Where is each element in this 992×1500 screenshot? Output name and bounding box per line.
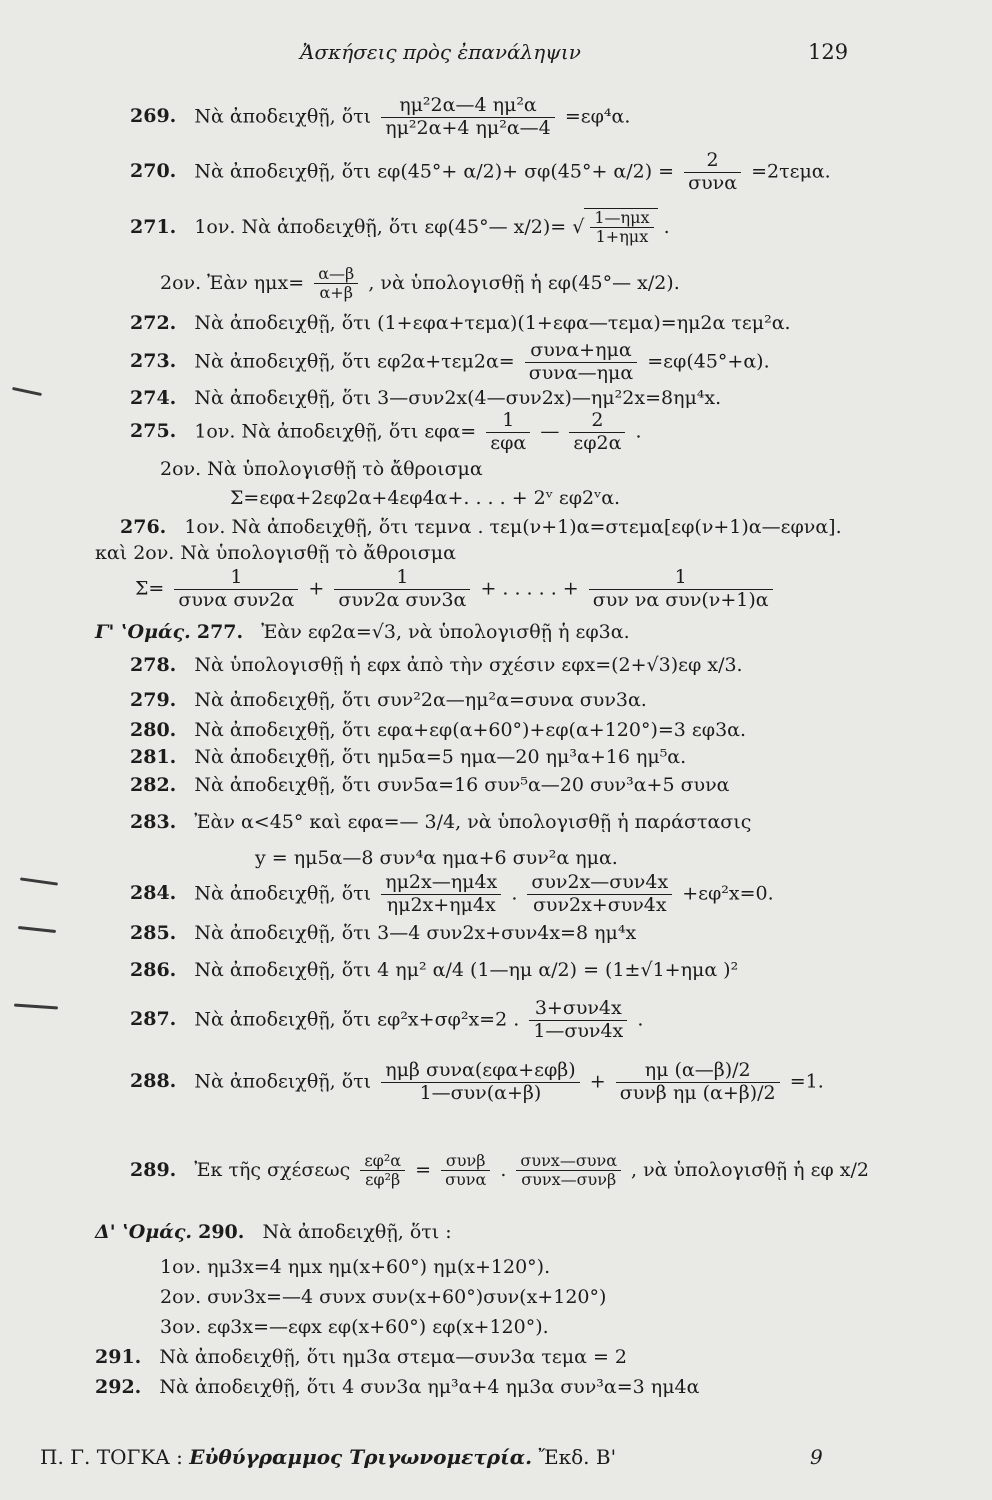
exercise-text: Ἐὰν α<45° καὶ εφα=— 3/4, νὰ ὑπολογισθῇ ἡ παράστασις <box>194 811 752 833</box>
fraction <box>616 1060 780 1105</box>
numerator: 2 <box>569 410 625 433</box>
exercise-number: 275. <box>130 420 177 443</box>
exercise-number: 270. <box>130 160 177 183</box>
exercise-number: 278. <box>130 654 177 676</box>
numerator: εφ²α <box>360 1152 405 1171</box>
numerator: ημ (α—β)/2 <box>616 1060 780 1083</box>
exercise-283-expression <box>255 848 618 869</box>
exercise-number: 292. <box>95 1376 142 1398</box>
exercise-text: Νὰ ἀποδειχθῇ, ὅτι 3—4 συν2x+συν4x=8 ημ⁴x <box>194 922 637 944</box>
exercise-text: Νὰ ἀποδειχθῇ, ὅτι ημ3α στεμα—συν3α τεμα = 2 <box>159 1346 628 1368</box>
exercise-lead: Νὰ ἀποδειχθῇ, ὅτι <box>194 105 372 128</box>
exercise-280 <box>130 720 746 741</box>
exercise-number: 288. <box>130 1070 177 1093</box>
denominator: 1+ημx <box>595 227 649 247</box>
footer-edition: Ἔκδ. Β' <box>538 1445 617 1469</box>
numerator: συνx—συνα <box>516 1152 621 1171</box>
numerator: 1 <box>486 410 530 433</box>
numerator: συνβ <box>441 1152 490 1171</box>
exercise-rest: , νὰ ὑπολογισθῇ ἡ εφ x/2 <box>631 1158 869 1181</box>
exercise-276-part2 <box>95 543 456 564</box>
numerator: ημ²2α—4 ημ²α <box>381 95 555 118</box>
exercise-number: 289. <box>130 1158 177 1181</box>
exercise-276 <box>120 517 842 538</box>
denominator: συνα συν2α <box>178 588 295 611</box>
denominator: συνα <box>445 1170 487 1190</box>
exercise-text: 1ον. ημ3x=4 ημx ημ(x+60°) ημ(x+120°). <box>160 1256 551 1278</box>
fraction <box>381 872 501 917</box>
exercise-288: 288. Νὰ ἀποδειχθῇ, ὅτι $\frac{\text{ημβ συνα(εφα+εφβ)}}{\text{1—συν(α+β)}}$ + $\frac{\eta\mu (\alpha—\beta)/2}{\text{συνβ ημ (α+β)/2}}$ =1. <box>130 1059 824 1104</box>
fraction <box>527 872 672 917</box>
exercise-text: Νὰ ἀποδειχθῇ, ὅτι : <box>262 1221 452 1243</box>
exercise-rhs: =εφ⁴α. <box>564 105 631 128</box>
exercise-number: 273. <box>130 350 177 373</box>
denominator: συνα—ημα <box>528 361 634 384</box>
denominator: εφα <box>490 431 527 454</box>
fraction <box>334 567 470 612</box>
exercise-273 <box>130 340 770 385</box>
exercise-rest: +εφ²x=0. <box>682 882 774 905</box>
exercise-289: 289. Ἐκ τῆς σχέσεως $\frac{\text{εφ²α}}{\text{εφ²β}}$ = $\frac{\text{συνβ}}{\text{συνα}}$ . $\frac{\text{συνx—συνα}}{\text{συνx—συνβ}}$ , νὰ ὑπολογισθῇ ἡ εφ x/2 <box>130 1151 869 1190</box>
page-number: 129 <box>808 40 849 64</box>
exercise-287: 287. Νὰ ἀποδειχθῇ, ὅτι εφ²x+σφ²x=2 . $\frac{\text{3+συν4x}}{\text{1—συν4x}}$ . <box>130 997 644 1042</box>
exercise-text: 2ον. συν3x=—4 συνx συν(x+60°)συν(x+120°) <box>160 1286 607 1308</box>
fraction <box>589 567 773 612</box>
fraction <box>525 340 637 385</box>
exercise-rest: =2τεμα. <box>751 160 831 183</box>
exercise-number: 290. <box>198 1221 245 1243</box>
exercise-290-part3 <box>160 1317 549 1338</box>
exercise-290-part2 <box>160 1287 606 1308</box>
denominator: συνα <box>688 171 738 194</box>
exercise-292 <box>95 1377 699 1398</box>
numerator: 1 <box>589 567 773 590</box>
group-heading: Γ' ʽΟμάς. <box>95 621 191 643</box>
exercise-number: 271. <box>130 215 177 238</box>
exercise-number: 277. <box>196 621 244 643</box>
exercise-number: 282. <box>130 774 177 796</box>
fraction <box>486 410 530 455</box>
exercise-274 <box>130 388 721 409</box>
footer-signature: 9 <box>810 1445 823 1469</box>
numerator: 1 <box>174 567 298 590</box>
exercise-272 <box>130 313 791 334</box>
exercise-rest: =εφ(45°+α). <box>647 350 770 373</box>
numerator: 1—ημx <box>590 209 653 228</box>
exercise-lead: 2ον. Ἐὰν ημx= <box>160 271 305 294</box>
denominator: ημ2x+ημ4x <box>386 893 496 916</box>
numerator: ημβ συνα(εφα+εφβ) <box>381 1060 580 1083</box>
page-footer <box>40 1445 920 1469</box>
exercise-lead: Νὰ ἀποδειχθῇ, ὅτι <box>194 882 372 905</box>
exercise-text: 3ον. εφ3x=—εφx εφ(x+60°) εφ(x+120°). <box>160 1316 549 1338</box>
exercise-282 <box>130 775 730 796</box>
exercise-number: 272. <box>130 312 177 334</box>
exercise-text: 2ον. Νὰ ὑπολογισθῇ τὸ ἄθροισμα <box>160 458 483 480</box>
exercise-text: Νὰ ἀποδειχθῇ, ὅτι 4 ημ² α/4 (1—ημ α/2) = (1±√1+ημα )² <box>194 959 739 981</box>
group-heading: Δ' ʽΟμάς. <box>95 1221 193 1243</box>
exercise-286 <box>130 960 738 981</box>
exercise-text: Νὰ ἀποδειχθῇ, ὅτι (1+εφα+τεμα)(1+εφα—τεμα)=ημ2α τεμ²α. <box>194 312 791 334</box>
exercise-text: y = ημ5α—8 συν⁴α ημα+6 συν²α ημα. <box>255 847 618 869</box>
numerator: ημ2x—ημ4x <box>381 872 501 895</box>
exercise-number: 276. <box>120 516 167 538</box>
denominator: συνx—συνβ <box>521 1170 617 1190</box>
numerator: 1 <box>334 567 470 590</box>
exercise-283 <box>130 812 751 833</box>
numerator: 2 <box>684 150 741 173</box>
exercise-281 <box>130 747 686 768</box>
exercise-291 <box>95 1347 627 1368</box>
exercise-number: 291. <box>95 1346 142 1368</box>
fraction <box>314 265 358 303</box>
denominator: εφ2α <box>573 431 622 454</box>
exercise-271-part2 <box>160 265 680 303</box>
exercise-expr: εφ(45°— x/2)= <box>424 215 567 238</box>
exercise-lead: 1ον. Νὰ ἀποδειχθῇ, ὅτι εφα= <box>194 420 477 443</box>
exercise-number: 284. <box>130 882 177 905</box>
exercise-number: 280. <box>130 719 177 741</box>
footer-book-title: Εὐθύγραμμος Τριγωνομετρία. <box>189 1445 533 1469</box>
denominator: 1—συν(α+β) <box>419 1081 542 1104</box>
denominator: 1—συν4x <box>533 1019 624 1042</box>
exercise-text: Νὰ ἀποδειχθῇ, ὅτι εφα+εφ(α+60°)+εφ(α+120°)=3 εφ3α. <box>194 719 747 741</box>
numerator: 3+συν4x <box>529 998 627 1021</box>
exercise-275-sum <box>230 488 620 509</box>
exercise-278 <box>130 655 743 676</box>
exercise-lead: Νὰ ἀποδειχθῇ, ὅτι <box>194 1070 372 1093</box>
exercise-275-part2 <box>160 459 483 480</box>
exercise-text: Ἐὰν εφ2α=√3, νὰ ὑπολογισθῇ ἡ εφ3α. <box>261 621 630 643</box>
exercise-269 <box>130 95 630 140</box>
exercise-lead: Ἐκ τῆς σχέσεως <box>194 1158 351 1181</box>
footer-author: Π. Γ. ΤΟΓΚΑ : <box>40 1445 183 1469</box>
exercise-text: Νὰ ἀποδειχθῇ, ὅτι συν²2α—ημ²α=συνα συν3α. <box>194 689 647 711</box>
denominator: συνβ ημ (α+β)/2 <box>619 1081 776 1104</box>
margin-mark <box>18 926 56 933</box>
exercise-text: Σ=εφα+2εφ2α+4εφ4α+. . . . + 2ᵛ εφ2ᵛα. <box>230 487 621 509</box>
exercise-expr: εφ(45°+ α/2)+ σφ(45°+ α/2) = <box>377 160 675 183</box>
exercise-text: Νὰ ἀποδειχθῇ, ὅτι συν5α=16 συν⁵α—20 συν³α+5 συνα <box>194 774 730 796</box>
margin-mark <box>20 877 58 885</box>
exercise-number: 285. <box>130 922 177 944</box>
exercise-number: 269. <box>130 105 177 128</box>
exercise-number: 274. <box>130 387 177 409</box>
denominator: ημ²2α+4 ημ²α—4 <box>385 116 551 139</box>
fraction <box>381 95 555 140</box>
exercise-lead: 1ον. Νὰ ἀποδειχθῇ, ὅτι <box>194 215 419 238</box>
fraction <box>684 150 741 195</box>
exercise-rest: =1. <box>789 1070 824 1093</box>
exercise-277 <box>95 622 630 643</box>
exercise-285 <box>130 923 636 944</box>
exercise-number: 287. <box>130 1008 177 1031</box>
exercise-279 <box>130 690 647 711</box>
denominator: συν να συν(ν+1)α <box>592 588 769 611</box>
fraction <box>529 998 627 1043</box>
exercise-text: Νὰ ἀποδειχθῇ, ὅτι 3—συν2x(4—συν2x)—ημ²2x=8ημ⁴x. <box>194 387 722 409</box>
exercise-text: Νὰ ἀποδειχθῇ, ὅτι 4 συν3α ημ³α+4 ημ3α συν³α=3 ημ4α <box>159 1376 700 1398</box>
exercise-271: 271. 1ον. Νὰ ἀποδειχθῇ, ὅτι εφ(45°— x/2)= √ $\frac{\text{1—ημx}}{\text{1+ημx}}$ . <box>130 208 670 247</box>
exercise-text: 1ον. Νὰ ἀποδειχθῇ, ὅτι τεμνα . τεμ(ν+1)α=στεμα[εφ(ν+1)α—εφνα]. <box>184 516 842 538</box>
exercise-270 <box>130 150 831 195</box>
running-title: Ἀσκήσεις πρὸς ἐπανάληψιν <box>300 40 581 64</box>
exercise-number: 279. <box>130 689 177 711</box>
fraction <box>360 1152 405 1190</box>
fraction <box>516 1152 621 1190</box>
exercise-text: καὶ 2ον. Νὰ ὑπολογισθῇ τὸ ἄθροισμα <box>95 542 456 564</box>
fraction <box>441 1152 490 1190</box>
exercise-text: Νὰ ἀποδειχθῇ, ὅτι ημ5α=5 ημα—20 ημ³α+16 ημ⁵α. <box>194 746 687 768</box>
numerator: α—β <box>314 265 358 284</box>
exercise-284: 284. Νὰ ἀποδειχθῇ, ὅτι $\frac{\eta\mu 2x—\eta\mu 4x}{\eta\mu 2x+\eta\mu 4x}$ . $\frac{\text{συν2x—συν4x}}{\text{συν2x+συν4x}}$ +εφ²x=0. <box>130 871 774 916</box>
margin-mark <box>14 1003 58 1009</box>
exercise-lead: Νὰ ἀποδειχθῇ, ὅτι εφ²x+σφ²x=2 . <box>194 1008 520 1031</box>
exercise-number: 281. <box>130 746 177 768</box>
exercise-number: 283. <box>130 811 177 833</box>
fraction <box>381 1060 580 1105</box>
denominator: συν2α συν3α <box>338 588 467 611</box>
margin-mark <box>12 387 42 396</box>
exercise-lead: Νὰ ἀποδειχθῇ, ὅτι εφ2α+τεμ2α= <box>194 350 515 373</box>
fraction <box>569 410 625 455</box>
exercise-number: 286. <box>130 959 177 981</box>
exercise-275: 275. 1ον. Νὰ ἀποδειχθῇ, ὅτι εφα= $\frac{1}{\text{εφα}}$ — $\frac{2}{\varepsilon\varphi 2\alpha}$ . <box>130 409 642 454</box>
numerator: συνα+ημα <box>525 340 637 363</box>
denominator: εφ²β <box>365 1170 401 1190</box>
exercise-290-part1 <box>160 1257 550 1278</box>
exercise-text: Νὰ ὑπολογισθῇ ἡ εφx ἀπὸ τὴν σχέσιν εφx=(2+√3)εφ x/3. <box>194 654 743 676</box>
exercise-rest: , νὰ ὑπολογισθῇ ἡ εφ(45°— x/2). <box>368 271 680 294</box>
denominator: α+β <box>319 283 353 303</box>
exercise-290 <box>95 1222 452 1243</box>
exercise-lead: Νὰ ἀποδειχθῇ, ὅτι <box>194 160 372 183</box>
denominator: συν2x+συν4x <box>532 893 667 916</box>
fraction <box>174 567 298 612</box>
exercise-276-sum: Σ= $\frac{1}{\text{συνα συν2α}}$ + $\frac{1}{\text{συν2α συν3α}}$ + . . . . . + $\frac{1}{\text{συν να συν(ν+1)α}}$ <box>135 567 777 612</box>
numerator: συν2x—συν4x <box>527 872 672 895</box>
fraction <box>590 209 653 247</box>
